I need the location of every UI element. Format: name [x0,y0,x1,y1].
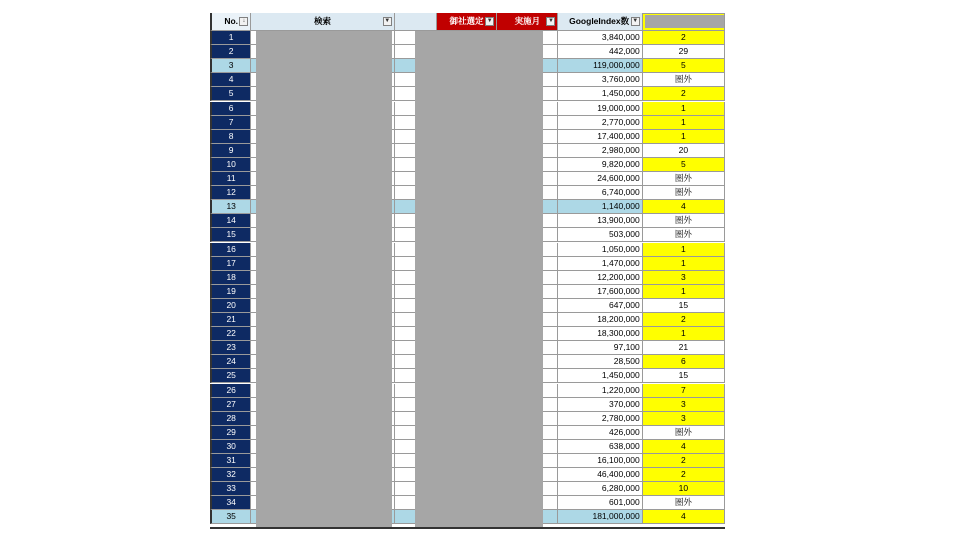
rank-cell[interactable]: 圏外 [643,73,725,87]
rank-cell[interactable]: 圏外 [643,214,725,228]
row-number-cell[interactable]: 33 [210,482,251,496]
header-month-label: 実施月 [514,16,541,26]
google-index-cell[interactable]: 46,400,000 [558,468,642,482]
row-number-cell[interactable]: 15 [210,228,251,242]
row-number-cell[interactable]: 14 [210,214,251,228]
row-number-cell[interactable]: 1 [210,31,251,45]
table-bottom-border [210,527,725,529]
google-index-cell[interactable]: 19,000,000 [558,102,642,116]
row-number-cell[interactable]: 26 [210,384,251,398]
header-google-index[interactable] [558,13,642,31]
rank-cell[interactable]: 1 [643,243,725,257]
google-index-cell[interactable]: 1,220,000 [558,384,642,398]
google-index-cell[interactable]: 24,600,000 [558,172,642,186]
google-index-cell[interactable]: 3,840,000 [558,31,642,45]
rank-cell[interactable]: 5 [643,158,725,172]
rank-cell[interactable]: 1 [643,327,725,341]
google-index-cell[interactable]: 16,100,000 [558,454,642,468]
google-index-cell[interactable]: 18,200,000 [558,313,642,327]
row-number-cell[interactable]: 23 [210,341,251,355]
google-index-cell[interactable]: 1,470,000 [558,257,642,271]
google-index-cell[interactable]: 181,000,000 [558,510,642,524]
rank-cell[interactable]: 圏外 [643,172,725,186]
row-number-cell[interactable]: 30 [210,440,251,454]
row-number-cell[interactable]: 9 [210,144,251,158]
filter-dropdown-icon[interactable]: ▼ [486,18,493,24]
google-index-cell[interactable]: 370,000 [558,398,642,412]
row-number-cell[interactable]: 17 [210,257,251,271]
row-number-cell[interactable]: 4 [210,73,251,87]
row-number-cell[interactable]: 6 [210,102,251,116]
google-index-cell[interactable]: 6,740,000 [558,186,642,200]
google-index-cell[interactable]: 97,100 [558,341,642,355]
redacted-selection-column [415,31,543,529]
google-index-cell[interactable]: 12,200,000 [558,271,642,285]
header-keyword-label: 検索 [314,16,332,26]
google-index-cell[interactable]: 2,770,000 [558,116,642,130]
rank-cell[interactable]: 4 [643,200,725,214]
google-index-cell[interactable]: 1,050,000 [558,243,642,257]
row-number-cell[interactable]: 10 [210,158,251,172]
row-number-cell[interactable]: 2 [210,45,251,59]
rank-cell[interactable]: 2 [643,31,725,45]
filter-dropdown-icon[interactable]: ▼ [632,18,639,24]
header-rank[interactable] [643,13,725,31]
rank-cell[interactable]: 10 [643,482,725,496]
row-number-cell[interactable]: 20 [210,299,251,313]
row-number-cell[interactable]: 19 [210,285,251,299]
row-number-cell[interactable]: 29 [210,426,251,440]
google-index-cell[interactable]: 1,450,000 [558,87,642,101]
rank-cell[interactable]: 3 [643,271,725,285]
google-index-cell[interactable]: 1,450,000 [558,369,642,383]
row-number-cell[interactable]: 11 [210,172,251,186]
rank-cell[interactable]: 圏外 [643,228,725,242]
row-number-cell[interactable]: 27 [210,398,251,412]
rank-cell[interactable]: 5 [643,59,725,73]
google-index-cell[interactable]: 2,980,000 [558,144,642,158]
google-index-cell[interactable]: 17,600,000 [558,285,642,299]
rank-cell[interactable]: 2 [643,454,725,468]
rank-cell[interactable]: 圏外 [643,426,725,440]
header-spacer [395,13,437,31]
rank-cell[interactable]: 29 [643,45,725,59]
google-index-cell[interactable]: 18,300,000 [558,327,642,341]
row-number-cell[interactable]: 18 [210,271,251,285]
rank-cell[interactable]: 2 [643,313,725,327]
google-index-cell[interactable]: 503,000 [558,228,642,242]
header-no[interactable] [210,13,251,31]
header-no-label: No. [224,16,239,26]
google-index-cell[interactable]: 3,760,000 [558,73,642,87]
google-index-cell[interactable]: 442,000 [558,45,642,59]
header-month[interactable] [497,13,558,31]
rank-cell[interactable]: 4 [643,510,725,524]
google-index-cell[interactable]: 426,000 [558,426,642,440]
row-number-cell[interactable]: 7 [210,116,251,130]
rank-cell[interactable]: 4 [643,440,725,454]
google-index-cell[interactable]: 17,400,000 [558,130,642,144]
row-number-cell[interactable]: 16 [210,243,251,257]
header-keyword[interactable] [251,13,394,31]
rank-cell[interactable]: 3 [643,412,725,426]
google-index-cell[interactable]: 647,000 [558,299,642,313]
header-selection-label: 御社選定 [449,16,484,26]
rank-cell[interactable]: 7 [643,384,725,398]
google-index-cell[interactable]: 638,000 [558,440,642,454]
header-google-index-label: GoogleIndex数 [569,16,630,26]
google-index-cell[interactable]: 601,000 [558,496,642,510]
row-number-cell[interactable]: 28 [210,412,251,426]
row-number-cell[interactable]: 3 [210,59,251,73]
rank-cell[interactable]: 20 [643,144,725,158]
filter-dropdown-icon[interactable]: ▼ [548,18,554,24]
spreadsheet-table [210,13,725,530]
header-row [210,13,725,31]
rank-cell[interactable]: 2 [643,468,725,482]
row-number-cell[interactable]: 35 [210,510,251,524]
row-number-cell[interactable]: 12 [210,186,251,200]
google-index-cell[interactable]: 28,500 [558,355,642,369]
row-number-cell[interactable]: 24 [210,355,251,369]
rank-cell[interactable]: 2 [643,87,725,101]
rank-cell[interactable]: 15 [643,369,725,383]
row-number-cell[interactable]: 5 [210,87,251,101]
google-index-cell[interactable]: 6,280,000 [558,482,642,496]
rank-cell[interactable]: 1 [643,116,725,130]
header-selection[interactable] [437,13,497,31]
row-number-cell[interactable]: 21 [210,313,251,327]
rank-cell[interactable]: 圏外 [643,496,725,510]
google-index-cell[interactable]: 119,000,000 [558,59,642,73]
filter-dropdown-icon[interactable]: ▼ [384,18,391,24]
google-index-cell[interactable]: 9,820,000 [558,158,642,172]
rank-cell[interactable]: 1 [643,130,725,144]
row-number-cell[interactable]: 34 [210,496,251,510]
rank-cell[interactable]: 1 [643,257,725,271]
row-number-cell[interactable]: 22 [210,327,251,341]
rank-cell[interactable]: 1 [643,285,725,299]
google-index-cell[interactable]: 2,780,000 [558,412,642,426]
row-number-cell[interactable]: 13 [210,200,251,214]
row-number-cell[interactable]: 31 [210,454,251,468]
rank-cell[interactable]: 21 [643,341,725,355]
rank-cell[interactable]: 6 [643,355,725,369]
rank-cell[interactable]: 圏外 [643,186,725,200]
sort-filter-icon[interactable]: ↓ [239,17,248,26]
google-index-cell[interactable]: 13,900,000 [558,214,642,228]
row-number-cell[interactable]: 8 [210,130,251,144]
row-number-cell[interactable]: 25 [210,369,251,383]
rank-cell[interactable]: 3 [643,398,725,412]
row-number-cell[interactable]: 32 [210,468,251,482]
redacted-header [645,15,725,28]
google-index-cell[interactable]: 1,140,000 [558,200,642,214]
rank-cell[interactable]: 1 [643,102,725,116]
rank-cell[interactable]: 15 [643,299,725,313]
redacted-keyword-column [256,31,392,529]
